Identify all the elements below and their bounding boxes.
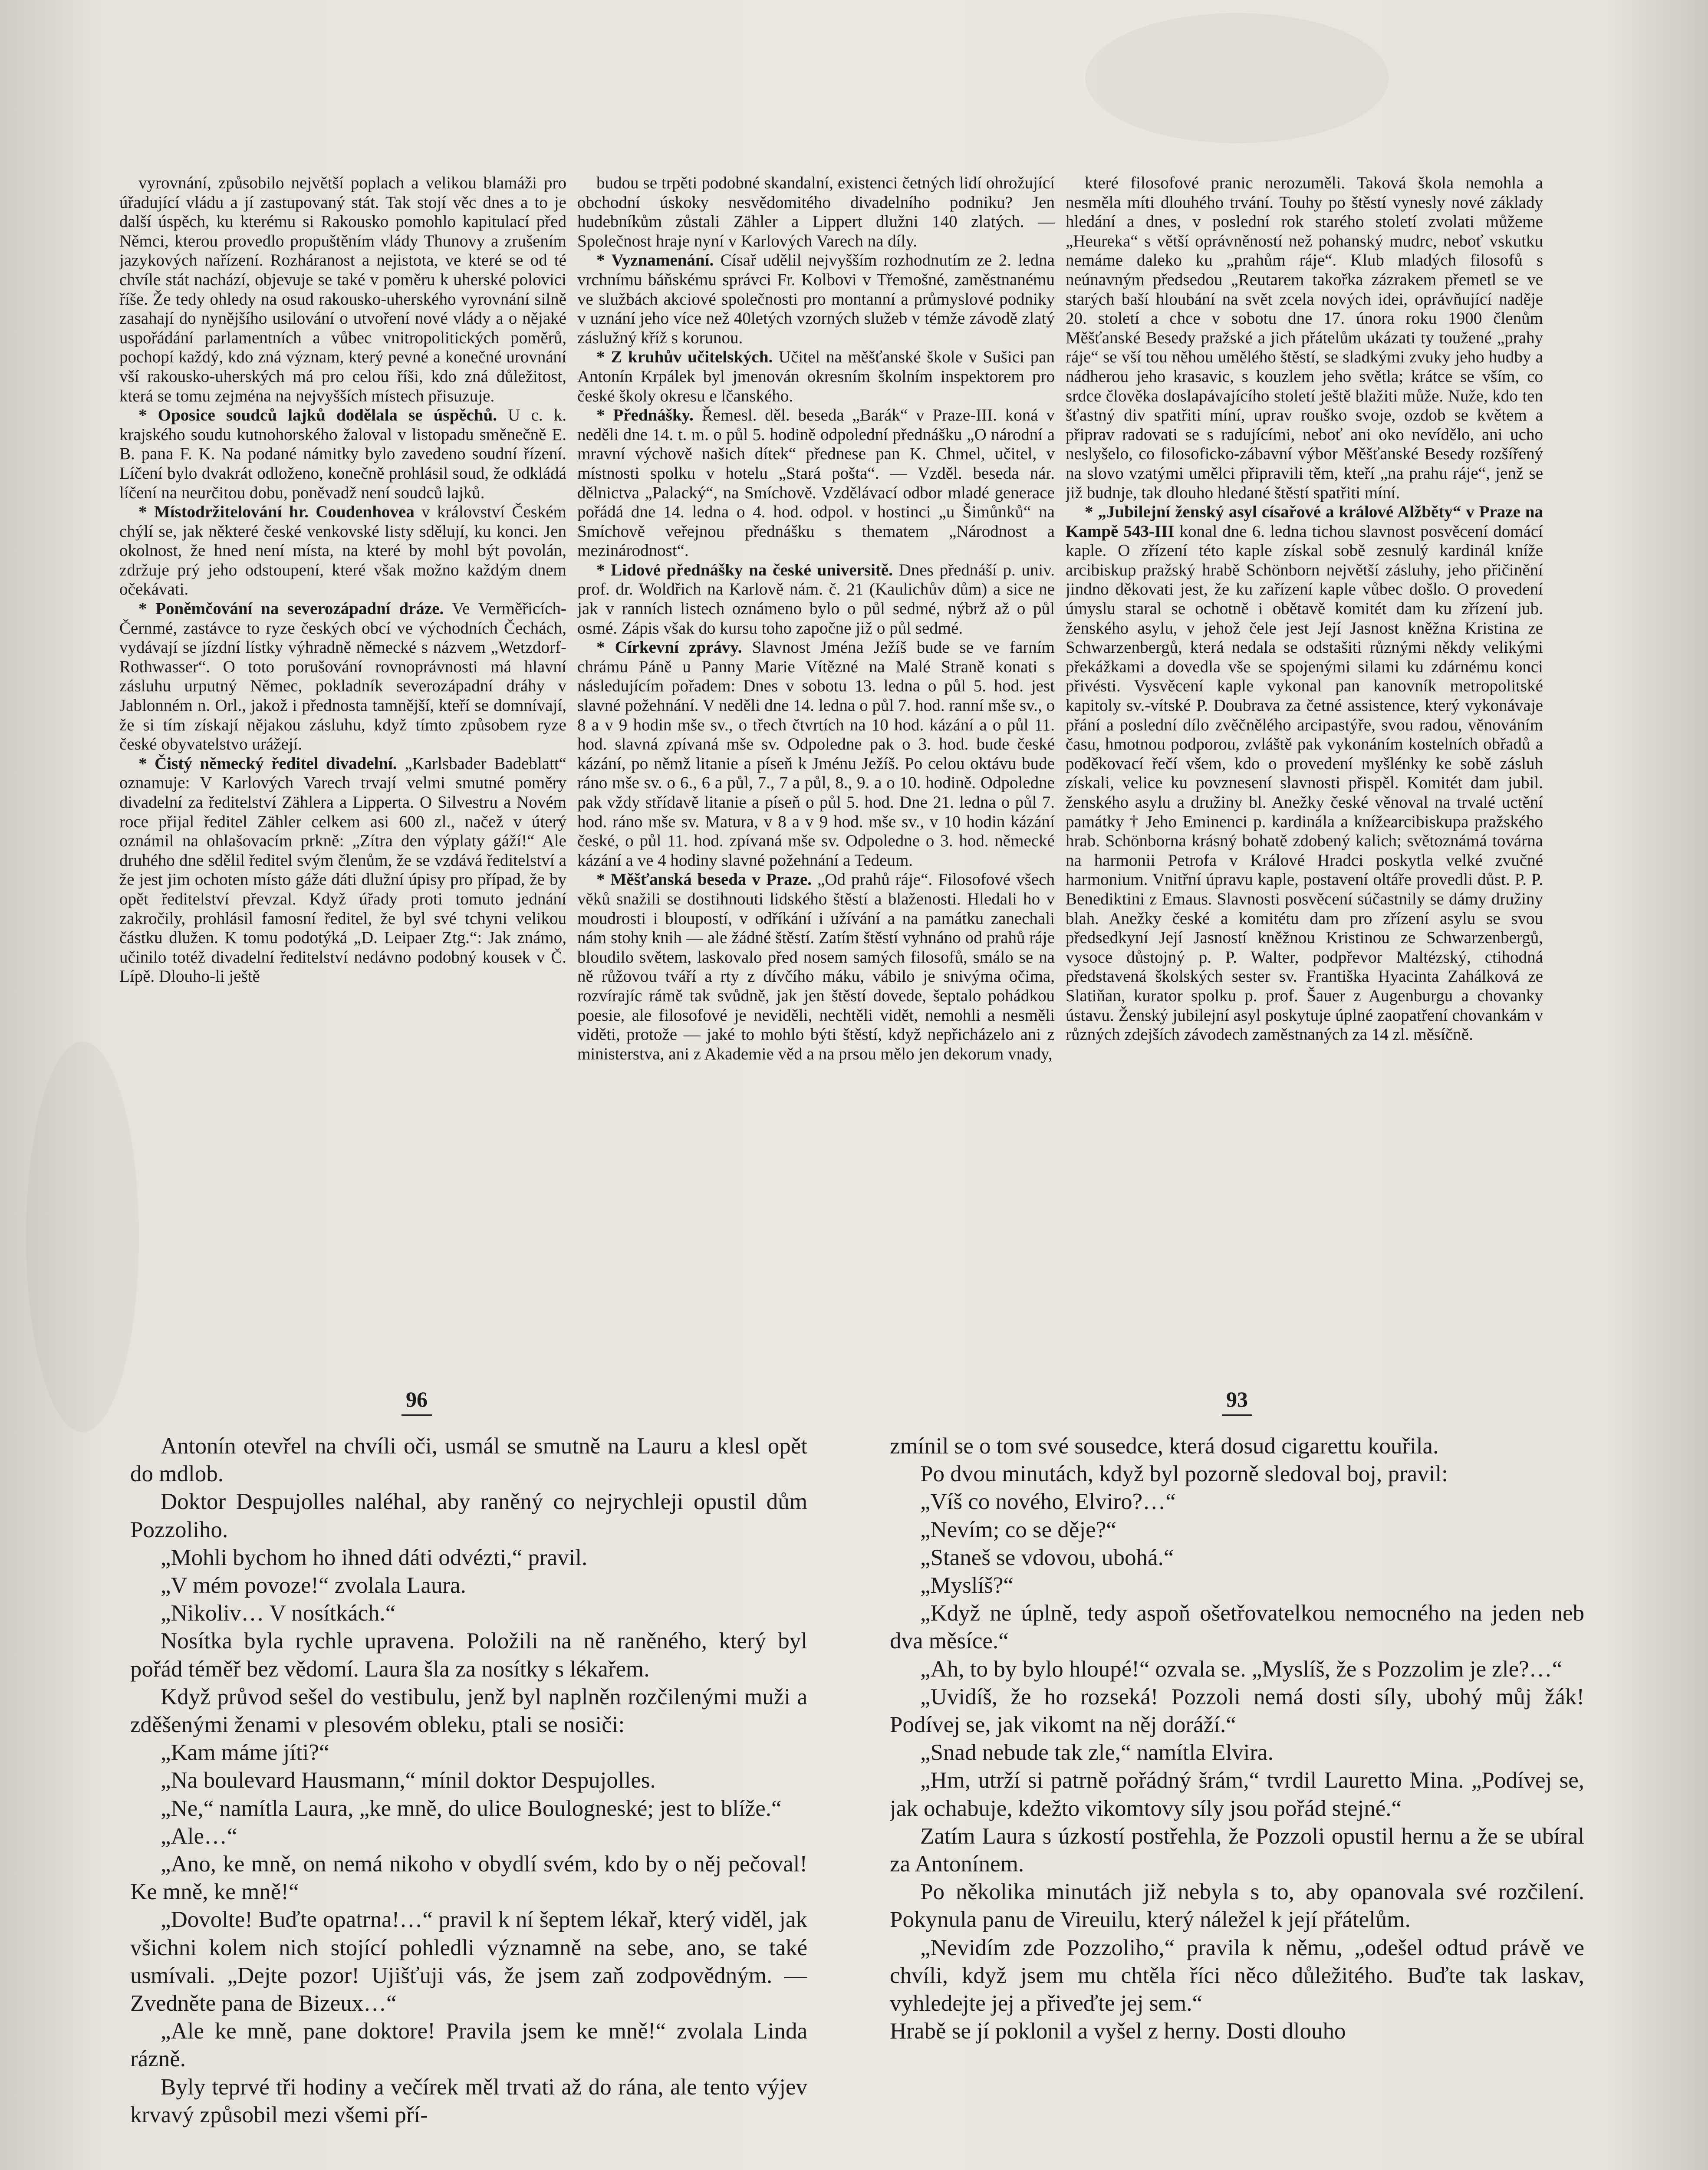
news-headline: * Přednášky.	[596, 406, 694, 425]
news-headline: * Z kruhův učitelských.	[596, 348, 773, 367]
novel-paragraph: Byly teprvé tři hodiny a večírek měl trvati až do rána, ale tento výjev krvavý způsobil mezi všemi pří-	[130, 2074, 807, 2127]
news-headline: * Oposice soudců lajků dodělala se úspěchů.	[138, 406, 497, 425]
novel-paragraph: Doktor Despujolles naléhal, aby raněný co nejrychleji opustil dům Pozzoliho.	[130, 1489, 807, 1542]
news-paragraph	[119, 754, 566, 986]
novel-page-right	[890, 1432, 1584, 2170]
novel-paragraph: „Ah, to by bylo hloupé!“ ozvala se. „Myslíš, že s Pozzolim je zle?…“	[920, 1656, 1563, 1682]
news-paragraph	[577, 406, 1055, 561]
novel-paragraph: „Ale…“	[161, 1823, 237, 1849]
novel-paragraph: „Kam máme jíti?“	[161, 1740, 329, 1766]
novel-paragraph: „Nikoliv… V nosítkách.“	[161, 1601, 396, 1626]
news-text: Učitel na měšťanské škole v Sušici pan Antonín Krpálek byl jmenován okresním školním inspektorem pro české školy okresu e lčanského.	[577, 348, 1055, 405]
novel-paragraph: „Staneš se vdovou, ubohá.“	[920, 1545, 1174, 1570]
news-headline: * Čistý německý ředitel divadelní.	[138, 754, 397, 773]
novel-paragraph: Když průvod sešel do vestibulu, jenž byl naplněn rozčilenými muži a zděšenými ženami v plesovém obleku, ptali se nosiči:	[130, 1684, 807, 1738]
news-headline: * Vyznamenání.	[596, 251, 714, 270]
page-number-left: 96	[391, 1387, 443, 1416]
novel-paragraph: „Ano, ke mně, on nemá nikoho v obydlí svém, kdo by o něj pečoval! Ke mně, ke mně!“	[130, 1851, 807, 1905]
news-paragraph	[119, 599, 566, 754]
news-text: v království Českém chýlí se, jak některé české venkovské listy sdělují, ku konci. Jen okolnost, že hned není místa, na které by mohl být povolán, zdržuje prý jeho odstoupení, které však možno každým dnem očekávati.	[119, 503, 566, 599]
novel-paragraph: „Hm, utrží si patrně pořádný šrám,“ tvrdil Lauretto Mina. „Podívej se, jak ochabuje, kdežto vikomtovy síly jsou pořád stejné.“	[890, 1768, 1584, 1821]
news-text: které filosofové pranic nerozuměli. Taková škola nemohla a nesměla míti dlouhého trvání. Touhy po štěstí vynesly nové základy hledání a dnes, v poslední rok starého století zvolati můžeme „Heureka“ s větší oprávněností než pohanský mudrc, neboť vskutku nemáme daleko ku „prahům ráje“. Klub mladých filosofů s neúnavným předsedou „Reutarem takořka zázrakem přemetl se ve starých baší hloubání na svět zcela nových idei, oprávňující naděje 20. století a chce v sobotu dne 17. února roku 1900 členům Měšťanské Besedy pražské a jich přátelům ukázati ty toužené „prahy ráje“ se vší tou něhou umělého štěstí, se sladkými zvuky jeho hudby a nádherou jeho krasavic, s kouzlem jeho světla; krátce se vším, co srdce člověka doslapávajícího století ještě blažiti může. Nuže, kdo ten šťastný div spatřiti míní, uprav rouško svoje, ozdob se květem a připrav radovati se s radujícími, neboť ani oko nevídělo, ani ucho neslyšelo, co filosoficko-zábavní výbor Měšťanské Besedy rozšířený na slovo vzatými umělci připravili těm, kteří „na prahu ráje“, jenž se již budnje, tak dlouho hledané štěstí spatřiti míní.	[1066, 174, 1543, 502]
news-paragraph	[577, 348, 1055, 406]
news-paragraph	[577, 638, 1055, 870]
novel-paragraph: „Dovolte! Buďte opatrna!…“ pravil k ní šeptem lékař, který viděl, jak všichni kolem nich stojící pohledli významně na sebe, ano, se také usmívali. „Dejte pozor! Ujišťuji vás, že jsem zaň zodpovědným. — Zvedněte pana de Bizeux…“	[130, 1907, 807, 2016]
news-text: Řemesl. děl. beseda „Barák“ v Praze-III. koná v neděli dne 14. t. m. o půl 5. hodině odpolední přednášku „O národní a mravní výchově našich dítek“ přednese pan K. Chmel, učitel, v místnosti spolku v hotelu „Stará pošta“. — Vzděl. beseda nár. dělnictva „Palacký“, na Smíchově. Vzdělávací odbor mladé generace pořádá dne 14. ledna o 4. hod. odpol. v hostinci „u Šimůnků“ na Smíchově veřejnou přednášku s thematem „Národnost a mezinárodnost“.	[577, 406, 1055, 560]
novel-paragraph: Po několika minutách již nebyla s to, aby opanovala své rozčilení. Pokynula panu de Vireuilu, který náležel k její přátelům.	[890, 1879, 1584, 1933]
novel-paragraph: „Na boulevard Hausmann,“ mínil doktor Despujolles.	[161, 1768, 656, 1793]
novel-paragraph: Hrabě se jí poklonil a vyšel z herny. Dosti dlouho	[890, 2019, 1346, 2044]
news-text: vyrovnání, způsobilo největší poplach a velikou blamáži pro úřadující vládu a jí zastupovaný stát. Tak stojí věc dnes a to je další úspěch, ku kterému si Rakousko pomohlo kapitulací před Němci, kterou provedlo propuštěním vlády Thunovy a zrušením jazykových nařízení. Rozháranost a nejistota, ve které se od té chvíle stát nachází, objevuje se také v poměru k uherské polovici říše. Že tedy ohledy na osud rakousko-uherského vyrovnání silně zasahají do nynějšího usilování o utvoření nové vlády a o nějaké uspořádání parlamentních a vůbec vnitropolitických poměrů, pochopí každý, kdo zná význam, který pevné a konečné urovnání vší rakousko-uherských má pro celou říši, kdo zná důležitost, která se tomu zejména na nejvyšších místech přisuzuje.	[119, 174, 566, 405]
news-paragraph	[119, 174, 566, 406]
news-text: U c. k. krajského soudu kutnohorského žaloval v listopadu směnečně E. B. pana F. K. Na podané námitky bylo zavedeno soudní řízení. Líčení bylo dvakrát odloženo, konečně prohlásil soud, že odkládá líčení na neurčitou dobu, poněvadž není soudců lajků.	[119, 406, 566, 502]
novel-paragraph: „Uvidíš, že ho rozseká! Pozzoli nemá dosti síly, ubohý můj žák! Podívej se, jak vikomt na něj doráží.“	[890, 1684, 1584, 1738]
novel-paragraph: „Víš co nového, Elviro?…“	[920, 1489, 1176, 1515]
novel-paragraph: „Mohli bychom ho ihned dáti odvézti,“ pravil.	[161, 1545, 588, 1570]
news-paragraph	[1066, 174, 1543, 503]
novel-paragraph: „Ale ke mně, pane doktore! Pravila jsem ke mně!“ zvolala Linda rázně.	[130, 2019, 807, 2072]
news-headline: * Měšťanská beseda v Praze.	[596, 870, 812, 889]
news-paragraph	[577, 870, 1055, 1064]
newspaper-column-2	[577, 174, 1055, 1337]
novel-paragraph: „Snad nebude tak zle,“ namítla Elvira.	[920, 1740, 1274, 1766]
news-text: „Karlsbader Badeblatt“ oznamuje: V Karlových Varech trvají velmi smutné poměry divadelní za ředitelství Zählera a Lipperta. O Silvestru a Novém roce přijal ředitel Zähler celkem asi 600 zl., načež v úterý oznámil na ohlašovacím prkně: „Zítra den výplaty gáží!“ Ale druhého dne sdělil ředitel svým členům, že se vzdává ředitelství a že jest jim ochoten místo gáže dáti dlužní úpisy pro případ, že by opět ředitelství převzal. Když úřady proti tomuto jednání zakročily, prohlásil famosní ředitel, že byl své tchyni velikou částku dlužen. K tomu podotýká „D. Leipaer Ztg.“: Jak známo, učinilo totéž divadelní ředitelství nedávno podobný kousek v Č. Lípě. Dlouho-li ještě	[119, 754, 566, 986]
news-text: Dnes přednáší p. univ. prof. dr. Woldřich na Karlově nám. č. 21 (Kaulichův dům) a sice ne jak v ranních listech oznámeno bylo o půl sedmé, nýbrž až o půl osmé. Zápis však do kursu toho započne již o půl sedmé.	[577, 560, 1055, 638]
news-paragraph	[1066, 503, 1543, 1045]
news-paragraph	[577, 561, 1055, 638]
novel-page-left	[130, 1432, 807, 2170]
news-text: Slavnost Jména Ježíš bude se ve farním chrámu Páně u Panny Marie Vítězné na Malé Straně konati s následujícím pořadem: Dnes v sobotu 13. ledna o půl 5. hod. jest slavné požehnání. V neděli dne 14. ledna o půl 7. hod. ranní mše sv., o 8 a v 9 hodin mše sv., o třech čtvrtích na 10 hod. kázání a o půl 11. hod. slavná zpívaná mše sv. Odpoledne pak o 3. hod. bude české kázání, po němž litanie a píseň k Jménu Ježíš. Po celou oktávu bude ráno mše sv. o 6., 6 a půl, 7., 7 a půl, 8., 9. a o 10. hodině. Odpoledne pak vždy střídavě litanie a píseň o půl 5. hod. Dne 21. ledna o půl 7. hod. ráno mše sv. Matura, v 8 a v 9 hod. mše sv., v 10 hodin kázání české, o půl 11. hod. zpívaná mše sv. Odpoledne o 3. hod. německé kázání a ve 4 hodiny slavné požehnání a Tedeum.	[577, 638, 1055, 870]
news-paragraph	[119, 503, 566, 599]
news-paragraph	[119, 406, 566, 503]
news-text: konal dne 6. ledna tichou slavnost posvěcení domácí kaple. O zřízení této kaple získal sobě zesnulý kardinál kníže arcibiskup pražský hrabě Schönborn největší zásluhy, jeho přičinění jindno děkovati jest, že ku zařízení kaple vůbec došlo. O provedení úmyslu staral se ochotně i obětavě komitét dam ku zřízení jub. ženského asylu, v jehož čele jest Její Jasnost kněžna Kristina ze Schwarzenbergů, která nedala se odstašiti různými někdy velikými překážkami a dovedla vše se spojenými silami ku zdárnému konci přivésti. Vysvěcení kaple vykonal pan kanovník metropolitské kapitoly sv.-vítské P. Doubrava za četné assistence, který vykonávaje přání a poslední dílo zvěčnělého arcipastýře, svou radou, věnováním času, hmotnou podporou, zvláště pak vykonáním kostelních obřadů a poděkovací řečí všem, kdo o provedení myšlénky ke sobě zásluh získali, velice ku povznesení slavnosti přispěl. Komitét dam jubil. ženského asylu a družiny bl. Anežky české věnoval na trvalé uctění památky † Jeho Eminenci p. kardinála a knížearcibiskupa pražského hrab. Schönborna krásný bohatě zdobený kalich; světoznámá továrna na harmonii Petrofa v Králové Hradci poskytla velké zvučné harmonium. Vnitřní úpravu kaple, postavení oltáře provedli důst. P. P. Benediktini z Emaus. Slavnosti posvěcení súčastnily se dámy družiny blah. Anežky české a komitétu dam pro zřízení asylu se svou předsedkyní Její Jasností kněžnou Kristinou ze Schwarzenbergů, vysoce důstojný p. P. Walter, podpřevor Maltézský, ctihodná představená školských sester sv. Františka Hyacinta Zahálková ze Slatiňan, kurator spolku p. prof. Šauer z Augenburgu a chovanky ústavu. Ženský jubilejní asyl poskytuje úplné zaopatření chovankám v různých zdejších závodech zaměstnaných za 14 zl. měsíčně.	[1066, 522, 1543, 1044]
novel-paragraph: Antonín otevřel na chvíli oči, usmál se smutně na Lauru a klesl opět do mdlob.	[130, 1434, 807, 1487]
novel-paragraph: „Ne,“ namítla Laura, „ke mně, do ulice Boulogneské; jest to blíže.“	[161, 1795, 782, 1821]
novel-paragraph: Po dvou minutách, když byl pozorně sledoval boj, pravil:	[920, 1461, 1448, 1487]
novel-paragraph: Zatím Laura s úzkostí postřehla, že Pozzoli opustil hernu a že se ubíral za Antonínem.	[890, 1823, 1584, 1877]
news-text: Císař udělil nejvyšším rozhodnutím ze 2. ledna vrchnímu báňskému správci Fr. Kolbovi v Třemošné, zaměstnanému ve službách akciové společnosti pro montanní a průmyslové podniky v uznání jeho více než 40letých vzorných služeb v témže závodě zlatý záslužný kříž s korunou.	[577, 251, 1055, 347]
news-paragraph	[577, 174, 1055, 251]
newspaper-column-3	[1066, 174, 1543, 1337]
novel-paragraph: „Myslíš?“	[920, 1573, 1014, 1598]
news-headline: * „Jubilejní ženský asyl císařové a králové Alžběty“ v Praze na Kampě 543-III	[1066, 503, 1543, 541]
news-text: Ve Verměřicích-Černmé, zastávce to ryze českých obcí ve východních Čechách, vydávají se jízdní lístky výhradně německé s názvem „Wetzdorf-Rothwasser“. O toto porušování rovnoprávnosti má hlavní zásluhu urputný Němec, pokladník severozápadní dráhy v Jablonném n. Orl., jakož i přednosta tamnější, kteří se domnívají, že si tím získají nějakou zásluhu, když tímto způsobem ryze české obyvatelstvo urážejí.	[119, 599, 566, 754]
novel-paragraph: Nosítka byla rychle upravena. Položili na ně raněného, který byl pořád téměř bez vědomí. Laura šla za nosítky s lékařem.	[130, 1628, 807, 1682]
newspaper-column-1	[119, 174, 566, 1337]
page-number-right: 93	[1211, 1387, 1263, 1416]
novel-paragraph: zmínil se o tom své sousedce, která dosud cigarettu kouřila.	[890, 1434, 1439, 1459]
novel-paragraph: „Když ne úplně, tedy aspoň ošetřovatelkou nemocného na jeden neb dva měsíce.“	[890, 1601, 1584, 1654]
news-text: „Od prahů ráje“. Filosofové všech věků snažili se dostihnouti lidského štěstí a blaženosti. Hledali ho v moudrosti i bloupostí, v odříkání i užívání a na památku zanechali nám stohy knih — ale žádné štěstí. Zatím štěstí vyhnáno od prahů ráje bloudilo světem, laskovalo před nosem samých filosofů, smálo se na ně růžovou tváří a rty z dívčího máku, vábilo je snivýma očima, rozvírajíc rámě tak svůdně, jak jen štěstí dovede, šeptalo pohádkou poesie, ale filosofové je neviděli, nechtěli vidět, nemohli a nesměli viděti, protože — jaké to mohlo býti štěstí, když nepřicházelo ani z ministerstva, ani z Akademie věd a na prsou mělo jen dekorum vnady,	[577, 870, 1055, 1063]
paper-stain	[1085, 13, 1389, 143]
news-text: budou se trpěti podobné skandalní, existenci četných lidí ohrožující obchodní úskoky nesvědomitého divadelního podniku? Jen hudebníkům zůstali Zähler a Lippert dlužni 140 zlatých. — Společnost hraje nyní v Karlových Varech na díly.	[577, 174, 1055, 250]
news-headline: * Církevní zprávy.	[596, 638, 742, 657]
news-headline: * Místodržitelování hr. Coudenhovea	[138, 503, 415, 522]
news-paragraph	[577, 251, 1055, 348]
news-headline: * Poněmčování na severozápadní dráze.	[138, 599, 444, 618]
novel-paragraph: „V mém povoze!“ zvolala Laura.	[161, 1573, 466, 1598]
novel-paragraph: „Nevím; co se děje?“	[920, 1517, 1116, 1542]
novel-paragraph: „Nevidím zde Pozzoliho,“ pravila k němu, „odešel odtud právě ve chvíli, když jsem mu chtěla říci něco důležitého. Buďte tak laskav, vyhledejte jej a přiveďte jej sem.“	[890, 1935, 1584, 2016]
news-headline: * Lidové přednášky na české universitě.	[596, 560, 893, 579]
